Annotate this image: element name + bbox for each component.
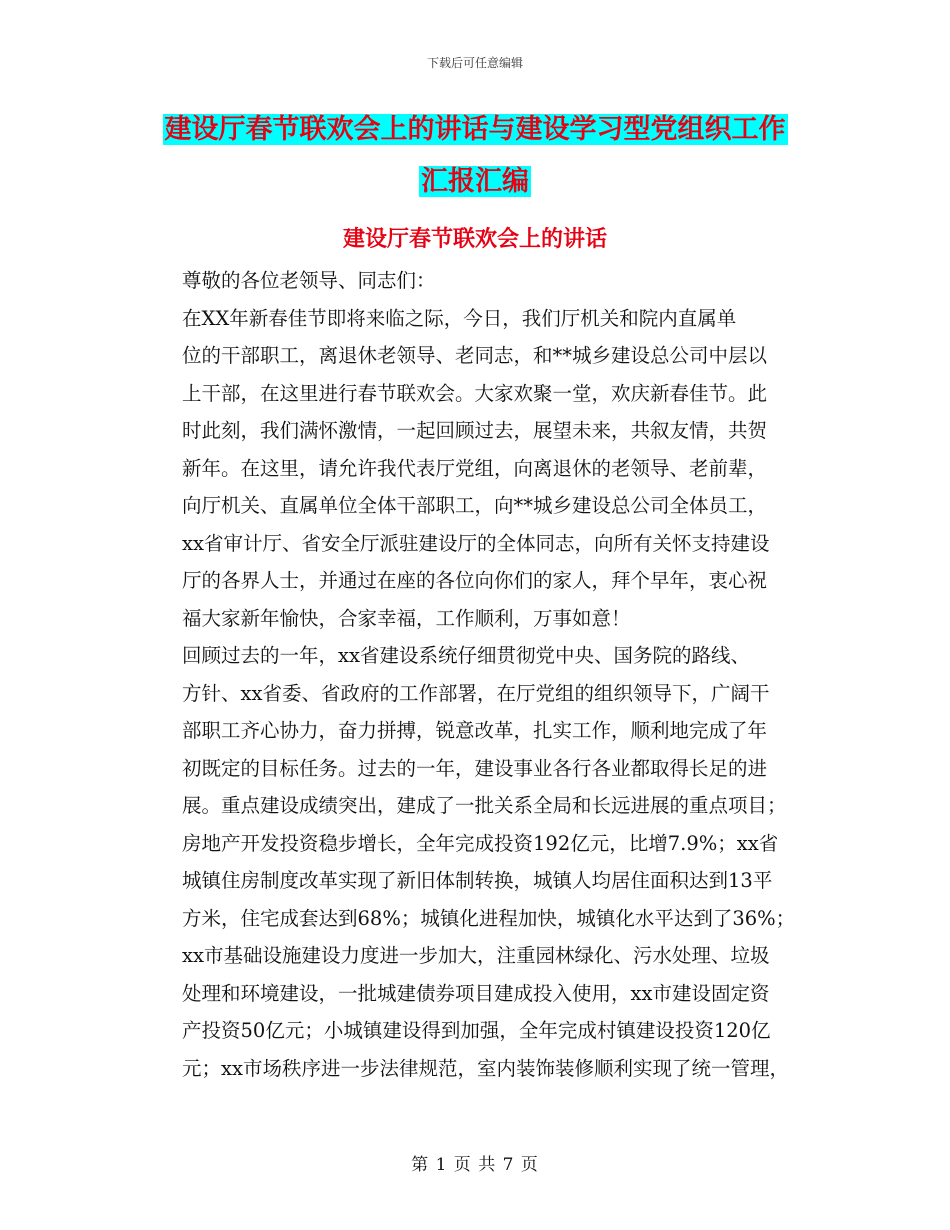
text-line: 处理和环境建设，一批城建债券项目建成投入使用，xx市建设固定资 — [182, 981, 770, 1005]
text-line: 展。重点建设成绩突出，建成了一批关系全局和长远进展的重点项目； — [182, 794, 787, 817]
text-line: 回顾过去的一年，xx省建设系统仔细贯彻党中央、国务院的路线、 — [182, 644, 750, 667]
text-line: 向厅机关、直属单位全体干部职工，向**城乡建设总公司全体员工， — [182, 494, 768, 517]
document-title-line-1: 建设厅春节联欢会上的讲话与建设学习型党组织工作 — [164, 114, 786, 145]
text-line: 元；xx市场秩序进一步法律规范，室内装饰装修顺利实现了统一管理， — [182, 1056, 789, 1080]
text-line: 房地产开发投资稳步增长，全年完成投资192亿元，比增7.9%；xx省 — [182, 831, 779, 855]
text-line: 在XX年新春佳节即将来临之际，今日，我们厅机关和院内直属单 — [182, 306, 737, 330]
text-line: 时此刻，我们满怀激情，一起回顾过去，展望未来，共叙友情，共贺 — [182, 419, 768, 442]
document-title-line-2: 汇报汇编 — [421, 166, 529, 197]
text-line: 新年。在这里，请允许我代表厅党组，向离退休的老领导、老前辈， — [182, 456, 768, 480]
document-body — [143, 262, 815, 1087]
text-line: 方针、xx省委、省政府的工作部署，在厅党组的组织领导下，广阔干 — [182, 681, 770, 705]
text-line: 部职工齐心协力，奋力拼搏，锐意改革，扎实工作，顺利地完成了年 — [182, 719, 768, 742]
text-line: 产投资50亿元；小城镇建设得到加强，全年完成村镇建设投资120亿 — [182, 1019, 771, 1042]
section-title: 建设厅春节联欢会上的讲话 — [342, 226, 607, 252]
text-line: 厅的各界人士，并通过在座的各位向你们的家人，拜个早年，衷心祝 — [182, 569, 768, 592]
text-line: 上干部，在这里进行春节联欢会。大家欢聚一堂，欢庆新春佳节。此 — [182, 381, 768, 405]
paragraph-1 — [143, 300, 815, 638]
text-line: 初既定的目标任务。过去的一年，建设事业各行各业都取得长足的进 — [182, 756, 768, 780]
text-line: 福大家新年愉快，合家幸福，工作顺利，万事如意！ — [182, 606, 631, 630]
document-title — [0, 104, 950, 208]
text-line: xx省审计厅、省安全厅派驻建设厅的全体同志，向所有关怀支持建设 — [182, 531, 770, 555]
greeting: 尊敬的各位老领导、同志们： — [182, 269, 436, 292]
page-number: 第 1 页 共 7 页 — [411, 1155, 539, 1175]
text-line: 方米，住宅成套达到68%；城镇化进程加快，城镇化水平达到了36%； — [182, 906, 796, 930]
text-line: xx市基础设施建设力度进一步加大，注重园林绿化、污水处理、垃圾 — [182, 944, 770, 967]
header-note: 下载后可任意编辑 — [426, 56, 523, 70]
text-line: 城镇住房制度改革实现了新旧体制转换，城镇人均居住面积达到13平 — [182, 869, 773, 892]
text-line: 位的干部职工，离退休老领导、老同志，和**城乡建设总公司中层以 — [182, 344, 768, 367]
paragraph-2 — [143, 637, 815, 1087]
